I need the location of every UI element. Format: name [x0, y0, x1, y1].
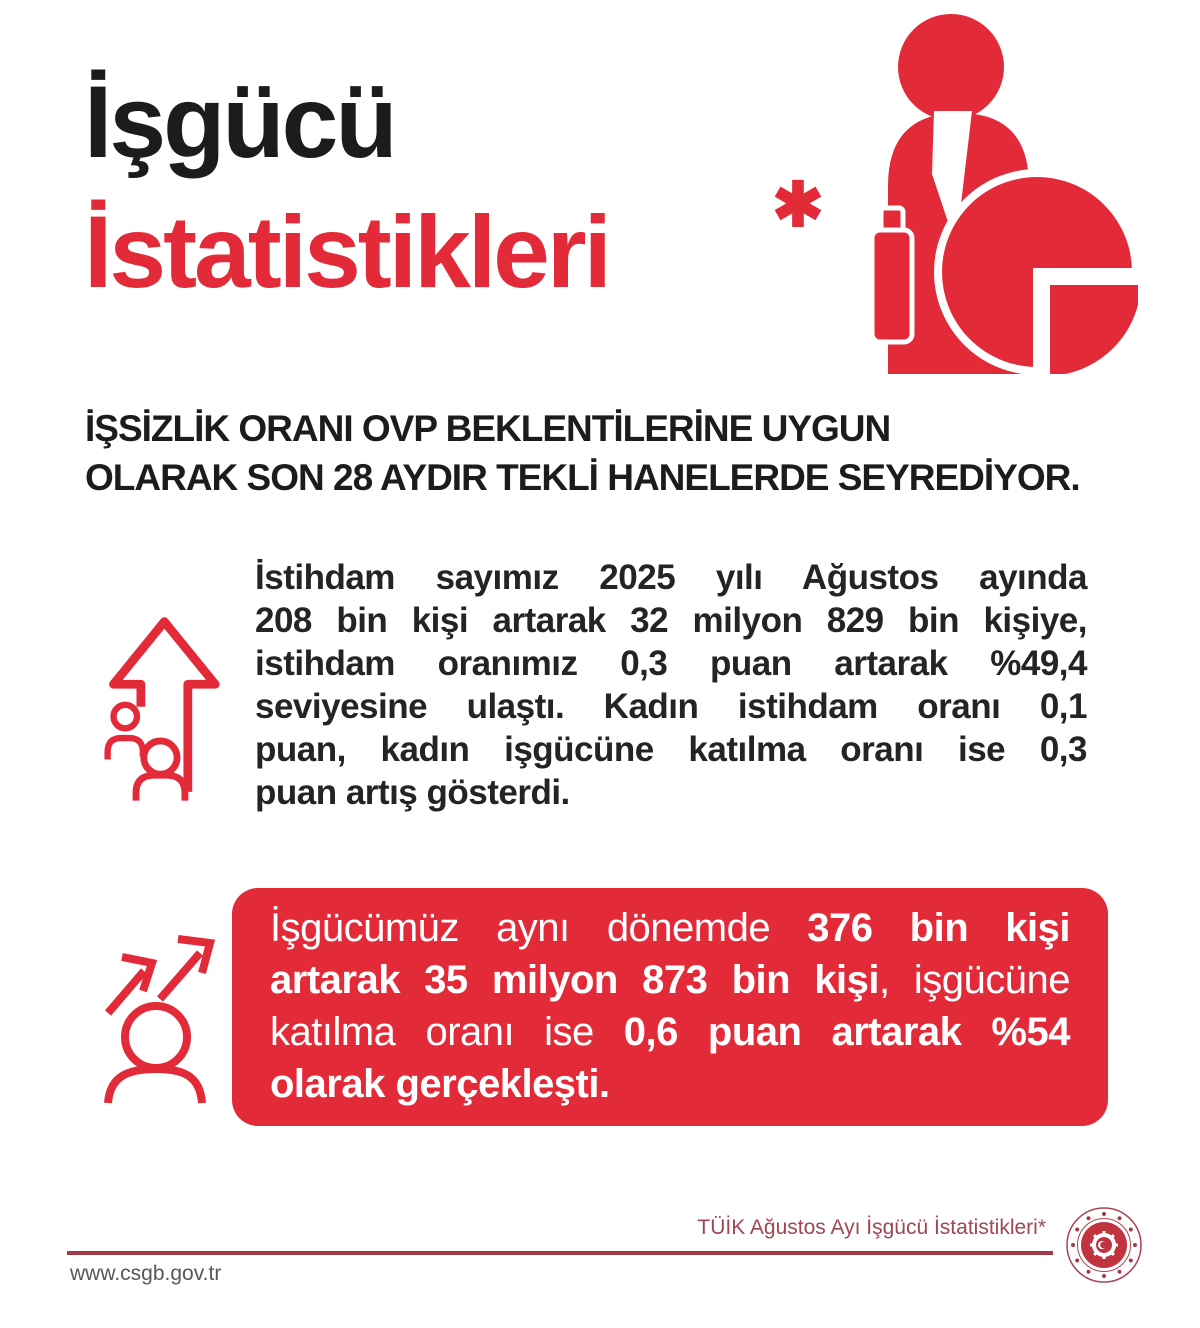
bold-text-segment: artarak 35 milyon 873 bin kişi: [270, 958, 880, 1002]
text-line: istihdam oranımız 0,3 puan artarak %49,4: [255, 644, 1087, 683]
page-title: [84, 58, 609, 317]
text-line: [270, 1058, 1070, 1110]
text-line: [270, 902, 1070, 954]
text-segment: , işgücüne: [879, 958, 1071, 1002]
text-line: İstihdam sayımız 2025 yılı Ağustos ayında: [255, 558, 1087, 597]
employment-paragraph: [255, 556, 1087, 814]
text-line: puan artış gösterdi.: [255, 773, 570, 812]
section-heading: [85, 404, 1165, 502]
text-line: [270, 954, 1070, 1006]
bold-text-segment: 376 bin kişi: [807, 906, 1070, 950]
text-segment: katılma oranı ise: [270, 1010, 624, 1054]
title-line-black: İşgücü: [84, 65, 395, 179]
person-with-briefcase-and-pie-chart-icon: [870, 14, 1138, 374]
text-line: puan, kadın işgücüne katılma oranı ise 0,3: [255, 730, 1087, 769]
upward-arrow-with-people-icon: [92, 588, 224, 804]
text-line: [270, 1006, 1070, 1058]
labor-force-stat-box: [232, 888, 1108, 1126]
website-label: www.csgb.gov.tr: [70, 1262, 222, 1285]
text-line: İŞSİZLİK ORANI OVP BEKLENTİLERİNE UYGUN: [85, 408, 891, 449]
ministry-of-labour-seal-icon: [1064, 1205, 1144, 1285]
data-source-label: TÜİK Ağustos Ayı İşgücü İstatistikleri*: [697, 1216, 1046, 1239]
text-line: 208 bin kişi artarak 32 milyon 829 bin kişiye,: [255, 601, 1087, 640]
text-line: seviyesine ulaştı. Kadın istihdam oranı 0,1: [255, 687, 1087, 726]
text-line: OLARAK SON 28 AYDIR TEKLİ HANELERDE SEYREDİYOR.: [85, 457, 1080, 499]
text-segment: İşgücümüz aynı dönemde: [270, 906, 808, 950]
asterisk-icon: ✱: [772, 171, 824, 240]
footer-divider: [67, 1251, 1053, 1255]
title-line-red: İstatistikleri: [84, 194, 609, 309]
bold-text-segment: 0,6 puan artarak %54: [623, 1010, 1070, 1054]
bold-text-segment: olarak gerçekleşti.: [270, 1062, 610, 1106]
person-with-growth-arrows-icon: [93, 893, 235, 1105]
